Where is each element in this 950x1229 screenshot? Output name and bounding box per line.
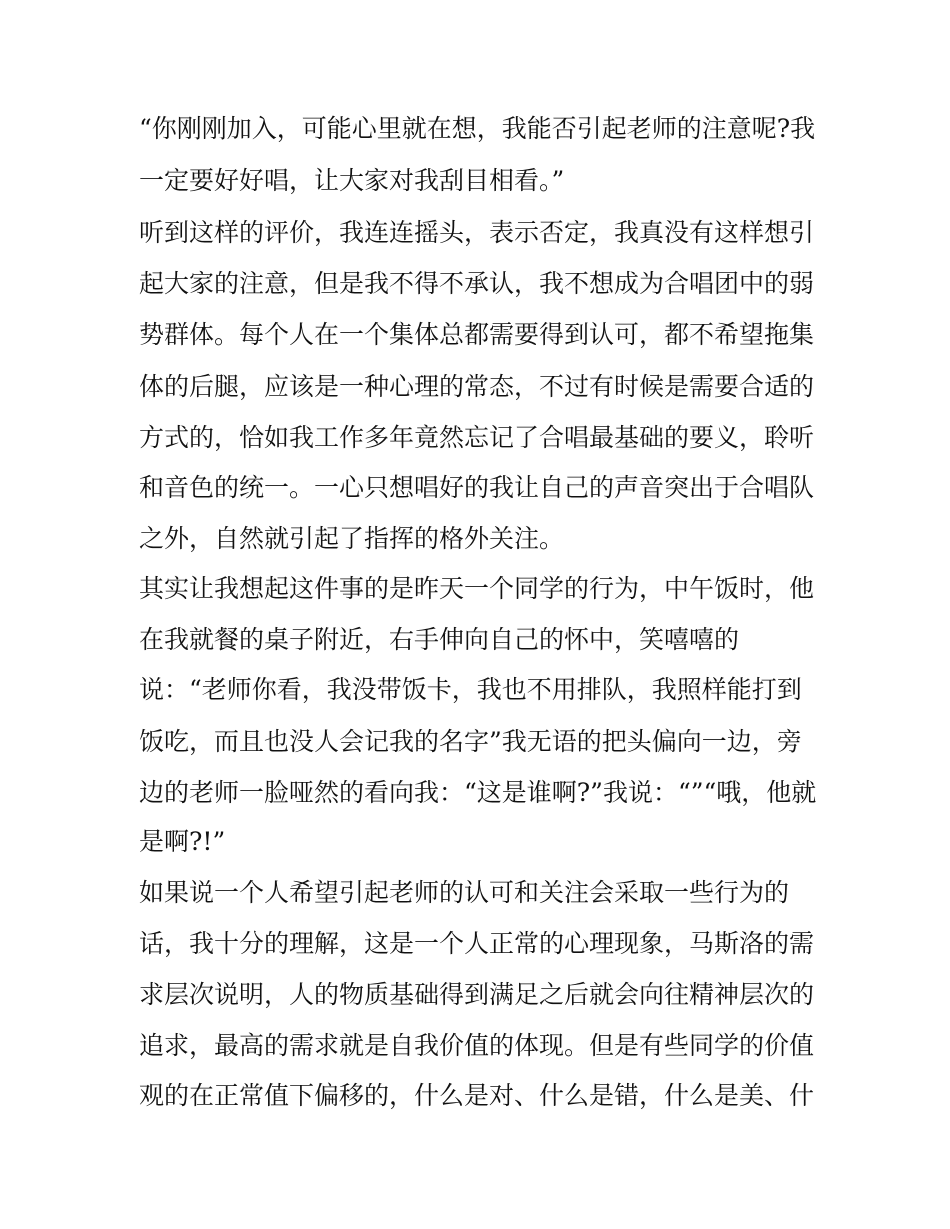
- text-line-7: 方式的，恰如我工作多年竟然忘记了合唱最基础的要义，聆听: [139, 423, 815, 452]
- text-line-15: 是啊?!”: [139, 827, 226, 856]
- text-line-20: 观的在正常值下偏移的，什么是对、什么是错，什么是美、什: [139, 1081, 815, 1110]
- text-line-2: 一定要好好唱，让大家对我刮目相看。”: [139, 166, 565, 195]
- text-line-6: 体的后腿，应该是一种心理的常态，不过有时候是需要合适的: [139, 372, 815, 401]
- text-line-9: 之外，自然就引起了指挥的格外关注。: [139, 524, 565, 553]
- text-line-4: 起大家的注意，但是我不得不承认，我不想成为合唱团中的弱: [139, 269, 815, 298]
- text-line-3: 听到这样的评价，我连连摇头，表示否定，我真没有这样想引: [139, 218, 815, 247]
- text-line-5: 势群体。每个人在一个集体总都需要得到认可，都不希望拖集: [139, 320, 815, 349]
- text-line-17: 话，我十分的理解，这是一个人正常的心理现象，马斯洛的需: [139, 929, 815, 958]
- text-line-19: 追求，最高的需求就是自我价值的体现。但是有些同学的价值: [139, 1031, 815, 1060]
- text-line-1: “你刚刚加入，可能心里就在想，我能否引起老师的注意呢?我: [139, 114, 816, 143]
- text-line-16: 如果说一个人希望引起老师的认可和关注会采取一些行为的: [139, 878, 790, 907]
- text-line-12: 说：“老师你看，我没带饭卡，我也不用排队，我照样能打到: [139, 675, 802, 704]
- text-line-10: 其实让我想起这件事的是昨天一个同学的行为，中午饭时，他: [139, 574, 815, 603]
- text-line-11: 在我就餐的桌子附近，右手伸向自己的怀中，笑嘻嘻的: [139, 625, 740, 654]
- text-line-18: 求层次说明，人的物质基础得到满足之后就会向往精神层次的: [139, 980, 815, 1009]
- text-line-8: 和音色的统一。一心只想唱好的我让自己的声音突出于合唱队: [139, 473, 815, 502]
- text-line-13: 饭吃，而且也没人会记我的名字”我无语的把头偏向一边，旁: [139, 727, 802, 756]
- text-line-14: 边的老师一脸哑然的看向我：“这是谁啊?”我说：“”“哦，他就: [139, 778, 817, 807]
